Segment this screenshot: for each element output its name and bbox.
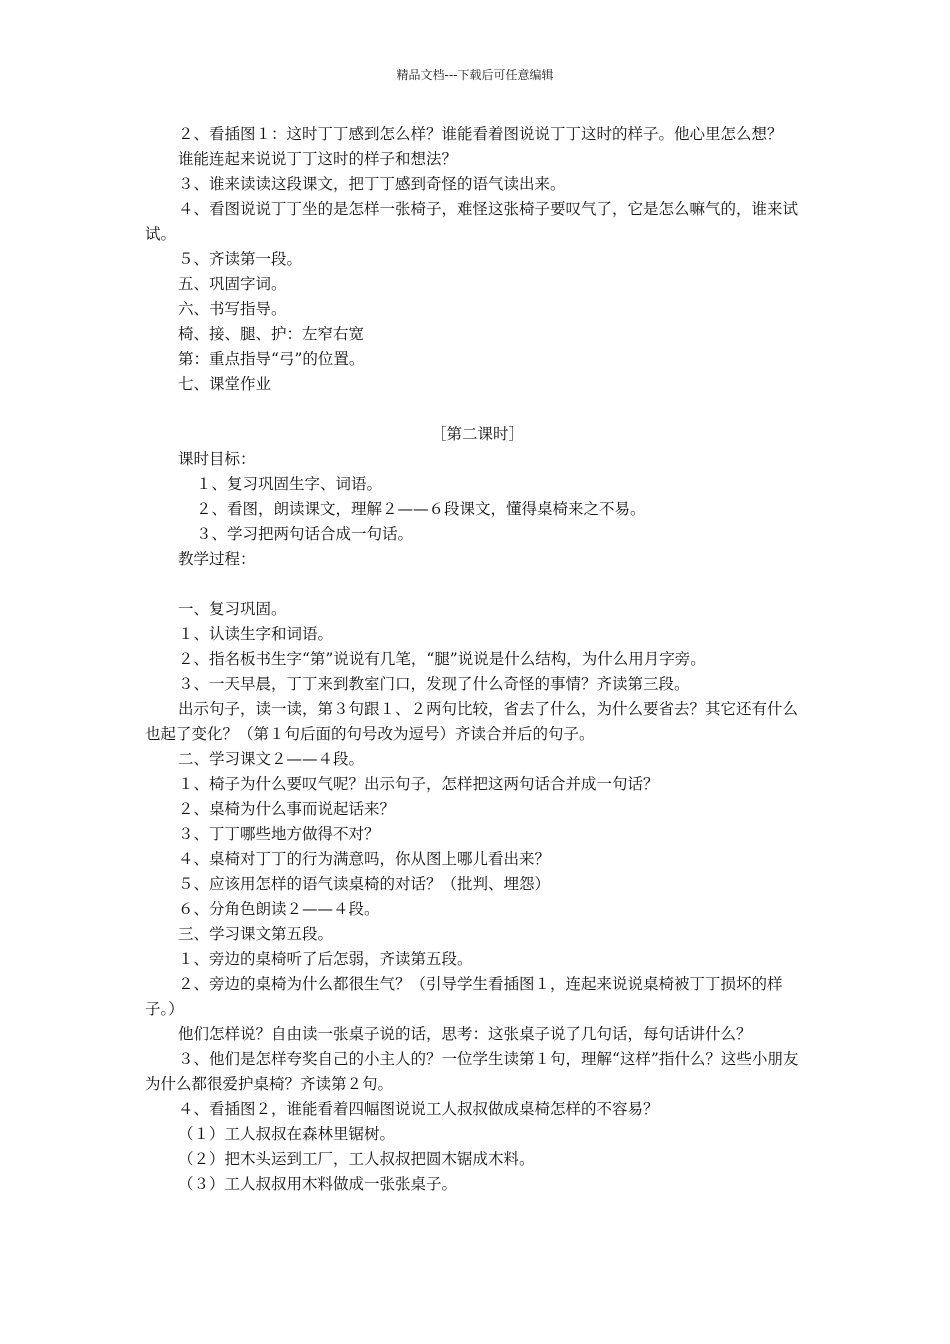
paragraph: 椅、接、腿、护：左窄右宽 [178,325,365,343]
section-heading: 五、巩固字词。 [178,275,287,293]
paragraph: ２、桌椅为什么事而说起话来？ [178,800,396,818]
paragraph: ３、一天早晨，丁丁来到教室门口，发现了什么奇怪的事情？齐读第三段。 [178,675,690,693]
section-heading: 六、书写指导。 [178,300,287,318]
list-item: （２）把木头运到工厂，工人叔叔把圆木锯成木料。 [178,1150,535,1168]
section-heading: 课时目标： [178,450,256,468]
paragraph: ３、丁丁哪些地方做得不对？ [178,825,380,843]
paragraph: 出示句子，读一读，第３句跟１、２两句比较，省去了什么，为什么要省去？其它还有什么也起了变化？（第１句后面的句号改为逗号）齐读合并后的句子。 [145,700,799,743]
paragraph: ２、看插图１：这时丁丁感到怎么样？谁能看着图说说丁丁这时的样子。他心里怎么想？ [178,125,783,143]
page-header: 精品文档---下载后可任意编辑 [396,68,554,82]
paragraph: ５、应该用怎样的语气读桌椅的对话？（批判、埋怨） [178,875,551,893]
paragraph: ５、齐读第一段。 [178,250,303,268]
paragraph: １、旁边的桌椅听了后怎弱，齐读第五段。 [178,950,473,968]
paragraph: 第：重点指导“弓”的位置。 [178,350,365,368]
paragraph: 谁能连起来说说丁丁这时的样子和想法？ [178,150,458,168]
list-item: （３）工人叔叔用木料做成一张张桌子。 [178,1175,458,1193]
paragraph: ４、看插图２，谁能看着四幅图说说工人叔叔做成桌椅怎样的不容易？ [178,1100,659,1118]
paragraph: ６、分角色朗读２——４段。 [178,900,380,918]
section-heading: 二、学习课文２——４段。 [178,750,365,768]
list-item: ３、学习把两句话合成一句话。 [196,525,414,543]
paragraph: ３、他们是怎样夸奖自己的小主人的？一位学生读第１句，理解“这样”指什么？这些小朋友为什么都很爱护桌椅？齐读第２句。 [145,1050,799,1093]
paragraph: ３、谁来读读这段课文，把丁丁感到奇怪的语气读出来。 [178,175,566,193]
list-item: （１）工人叔叔在森林里锯树。 [178,1125,396,1143]
paragraph: ４、看图说说丁丁坐的是怎样一张椅子，难怪这张椅子要叹气了，它是怎么嘛气的，谁来试试。 [145,200,799,243]
section-heading: 一、复习巩固。 [178,600,287,618]
paragraph: ２、旁边的桌椅为什么都很生气？（引导学生看插图１，连起来说说桌椅被丁丁损坏的样子。） [145,975,783,1018]
document-body [145,122,810,1197]
list-item: １、复习巩固生字、词语。 [196,475,383,493]
paragraph: ４、桌椅对丁丁的行为满意吗，你从图上哪儿看出来？ [178,850,551,868]
paragraph: ２、指名板书生字“第”说说有几笔，“腿”说说是什么结构，为什么用月字旁。 [178,650,706,668]
section-heading: 七、课堂作业 [178,375,272,393]
paragraph: 他们怎样说？自由读一张桌子说的话，思考：这张桌子说了几句话，每句话讲什么？ [178,1025,752,1043]
lesson-title: ［第二课时］ [430,425,524,443]
paragraph: １、认读生字和词语。 [178,625,334,643]
section-heading: 三、学习课文第五段。 [178,925,334,943]
section-heading: 教学过程： [178,550,256,568]
paragraph: １、椅子为什么要叹气呢？出示句子，怎样把这两句话合并成一句话？ [178,775,659,793]
list-item: ２、看图，朗读课文，理解２——６段课文，懂得桌椅来之不易。 [196,500,646,518]
